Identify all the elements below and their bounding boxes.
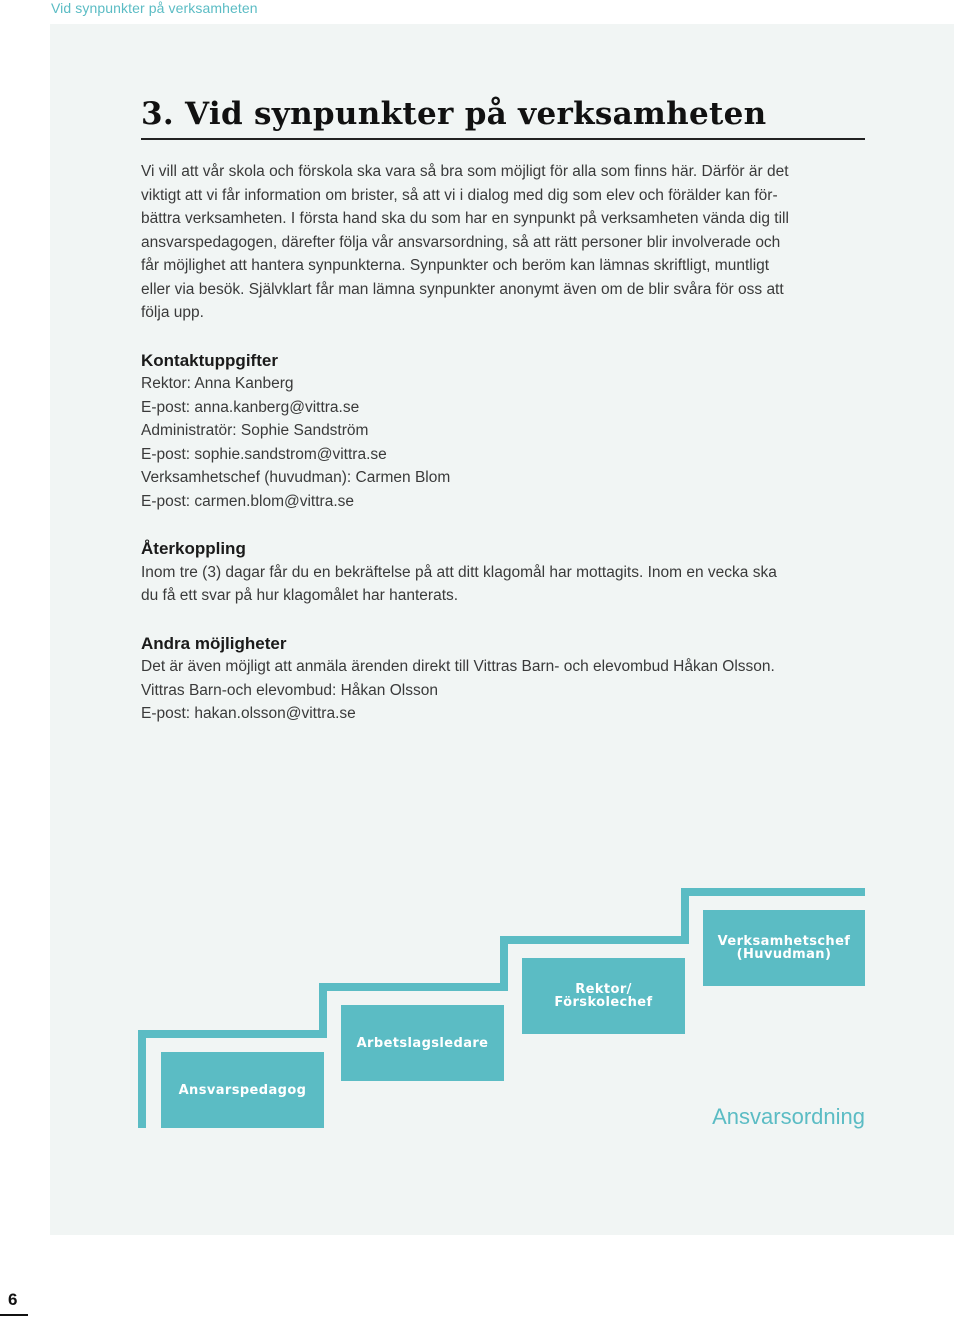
contact-line: Rektor: Anna Kanberg — [141, 375, 294, 392]
intro-line: eller via besök. Självklart får man lämna synpunkter anonymt även om de blir svåra för oss att — [141, 280, 784, 298]
step-rektor — [522, 958, 685, 1034]
contact-line: E-post: sophie.sandstrom@vittra.se — [141, 445, 387, 463]
feedback-line: Inom tre (3) dagar får du en bekräftelse på att ditt klagomål har mottagits. Inom en vecka ska — [141, 563, 777, 581]
feedback-line: du få ett svar på hur klagomålet har hanterats. — [141, 587, 459, 604]
contact-line: E-post: anna.kanberg@vittra.se — [141, 398, 360, 416]
contacts-section — [141, 349, 865, 514]
step-label: (Huvudman) — [736, 947, 832, 962]
contacts-heading: Kontaktuppgifter — [141, 350, 278, 370]
step-arbetslagsledare — [341, 1005, 504, 1081]
intro-line: bättra verksamheten. I första hand ska du som har en synpunkt på verksamheten vända dig till — [141, 210, 789, 227]
other-options-line: E-post: hakan.olsson@vittra.se — [141, 705, 356, 722]
feedback-section — [141, 537, 865, 608]
contact-line: Verksamhetschef (huvudman): Carmen Blom — [141, 469, 451, 486]
page-number-rule — [0, 1314, 28, 1316]
other-options-section — [141, 632, 865, 726]
other-options-line: Vittras Barn-och elevombud: Håkan Olsson — [141, 681, 438, 699]
page-title: 3. Vid synpunkter på verksamheten — [141, 96, 865, 140]
page-number: 6 — [8, 1290, 18, 1309]
stair-riser — [500, 936, 508, 991]
stair-tread — [681, 888, 865, 896]
step-label: Rektor/ — [575, 982, 632, 997]
step-label: Arbetslagsledare — [356, 1035, 489, 1051]
step-label: Förskolechef — [554, 995, 653, 1010]
other-options-heading: Andra möjligheter — [141, 633, 287, 653]
step-label: Ansvarspedagog — [178, 1082, 307, 1098]
contact-line: E-post: carmen.blom@vittra.se — [141, 492, 354, 510]
step-label: Verksamhetschef — [717, 934, 851, 949]
intro-line: ansvarspedagogen, därefter följa vår ansvarsordning, så att rätt personer blir involverade och — [141, 233, 781, 251]
stair-tread — [138, 1030, 324, 1038]
step-verksamhetschef — [703, 910, 865, 986]
stair-tread — [500, 936, 685, 944]
feedback-heading: Återkoppling — [141, 539, 246, 558]
step-ansvarspedagog — [161, 1052, 324, 1128]
stair-riser — [319, 983, 327, 1038]
main-content — [141, 96, 865, 726]
intro-line: får möjlighet att hantera synpunkterna. Synpunkter och beröm kan lämnas skriftligt, muntligt — [141, 257, 770, 274]
intro-paragraph — [141, 160, 865, 325]
running-header: Vid synpunkter på verksamheten — [51, 0, 258, 16]
intro-line: viktigt att vi får information om brister, så att vi i dialog med dig som elev och förälder kan för- — [141, 186, 778, 204]
contact-line: Administratör: Sophie Sandström — [141, 422, 369, 439]
stair-tread — [319, 983, 504, 991]
other-options-line: Det är även möjligt att anmäla ärenden direkt till Vittras Barn- och elevombud Håkan Olsson. — [141, 658, 775, 675]
stair-riser — [138, 1030, 146, 1128]
stair-riser — [681, 888, 689, 944]
intro-line: Vi vill att vår skola och förskola ska vara så bra som möjligt för alla som finns här. Därför är det — [141, 163, 789, 180]
diagram-title: Ansvarsordning — [712, 1104, 865, 1129]
intro-line: följa upp. — [141, 304, 204, 321]
